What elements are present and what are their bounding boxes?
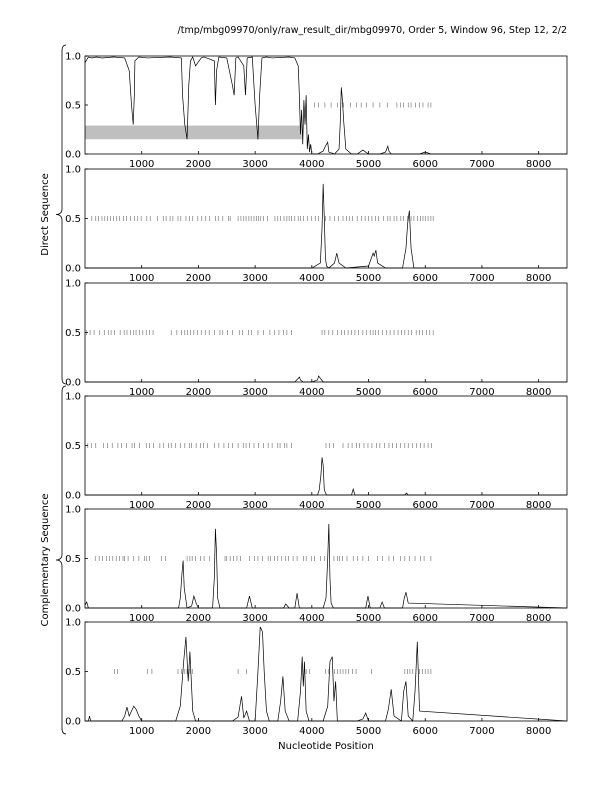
panel-6-xtick-label-6: 7000 xyxy=(469,726,495,737)
panel-3-xtick-label-7: 8000 xyxy=(525,387,552,398)
panel-3-xtick-label-6: 7000 xyxy=(469,387,495,398)
panel-4-xtick-label-3: 4000 xyxy=(299,500,325,511)
panel-5-xtick-label-4: 5000 xyxy=(355,613,382,624)
panel-4-xtick-label-0: 1000 xyxy=(128,500,155,511)
panel-6-xtick-label-7: 8000 xyxy=(525,726,552,737)
panel-3-series-line xyxy=(85,376,567,382)
panel-4-ytick-label-2: 1.0 xyxy=(65,391,81,403)
panel-4-ytick-label-1: 0.5 xyxy=(65,441,81,452)
panel-3-xtick-label-2: 3000 xyxy=(242,387,268,398)
panel-2-xtick-label-3: 4000 xyxy=(299,273,325,284)
panel-1-xtick-label-0: 1000 xyxy=(128,159,155,170)
panel-2-ytick-label-0: 0.0 xyxy=(65,263,81,275)
panel-2-xtick-label-6: 7000 xyxy=(469,273,495,284)
complementary-sequence-label: Complementary Sequence xyxy=(40,493,51,627)
panel-6-frame xyxy=(85,622,567,721)
panel-3-ytick-label-0: 0.0 xyxy=(65,377,81,389)
panel-1-xtick-label-1: 2000 xyxy=(185,159,212,170)
panel-5-xtick-label-6: 7000 xyxy=(469,613,495,624)
panel-2-xtick-label-5: 6000 xyxy=(412,273,438,284)
panel-3-xtick-label-4: 5000 xyxy=(355,387,382,398)
panel-4-xtick-label-7: 8000 xyxy=(525,500,552,511)
panel-6-xtick-label-3: 4000 xyxy=(299,726,325,737)
panel-3-xtick-label-1: 2000 xyxy=(185,387,212,398)
panel-1-ytick-label-2: 1.0 xyxy=(65,51,81,63)
panel-2-xtick-label-1: 2000 xyxy=(185,273,212,284)
panel-5-ytick-label-1: 0.5 xyxy=(65,554,81,565)
panel-5-xtick-label-7: 8000 xyxy=(525,613,552,624)
panel-1-xtick-label-3: 4000 xyxy=(299,159,325,170)
x-axis-title: Nucleotide Position xyxy=(278,741,374,752)
panel-6-ytick-label-0: 0.0 xyxy=(65,716,81,728)
panel-3-ytick-label-2: 1.0 xyxy=(65,278,81,290)
panel-2-xtick-label-7: 8000 xyxy=(525,273,552,284)
panel-6-xtick-label-4: 5000 xyxy=(355,726,382,737)
direct-sequence-label: Direct Sequence xyxy=(40,173,51,256)
panel-4-xtick-label-2: 3000 xyxy=(242,500,268,511)
panel-1-xtick-label-2: 3000 xyxy=(242,159,268,170)
panel-6-xtick-label-2: 3000 xyxy=(242,726,268,737)
panel-1-series-line xyxy=(85,57,567,154)
chart-header-title: /tmp/mbg09970/only/raw_result_dir/mbg09970, Order 5, Window 96, Step 12, 2/2 xyxy=(177,25,567,36)
panel-1-xtick-label-5: 6000 xyxy=(412,159,438,170)
panel-4-xtick-label-4: 5000 xyxy=(355,500,382,511)
panel-3-xtick-label-3: 4000 xyxy=(299,387,325,398)
panel-5-xtick-label-1: 2000 xyxy=(185,613,212,624)
panel-4-xtick-label-1: 2000 xyxy=(185,500,212,511)
panel-4-xtick-label-6: 7000 xyxy=(469,500,495,511)
panel-4-ytick-label-0: 0.0 xyxy=(65,490,81,502)
panel-1-shaded-band xyxy=(85,126,302,140)
panel-5-xtick-label-2: 3000 xyxy=(242,613,268,624)
panel-6-ytick-label-1: 0.5 xyxy=(65,667,81,678)
panel-5-xtick-label-0: 1000 xyxy=(128,613,155,624)
panel-2-series-line xyxy=(85,184,567,268)
panel-5-xtick-label-3: 4000 xyxy=(299,613,325,624)
panel-1-ytick-label-0: 0.0 xyxy=(65,149,81,161)
panel-5-ytick-label-0: 0.0 xyxy=(65,603,81,615)
panel-2-xtick-label-4: 5000 xyxy=(355,273,382,284)
panel-4-xtick-label-5: 6000 xyxy=(412,500,438,511)
panel-6-ytick-label-2: 1.0 xyxy=(65,617,81,629)
panel-2-xtick-label-0: 1000 xyxy=(128,273,155,284)
panel-5-xtick-label-5: 6000 xyxy=(412,613,438,624)
panel-6-series-line xyxy=(85,627,567,721)
panel-1-xtick-label-4: 5000 xyxy=(355,159,382,170)
panel-2-ytick-label-1: 0.5 xyxy=(65,214,81,225)
panel-6-xtick-label-1: 2000 xyxy=(185,726,212,737)
panel-2-xtick-label-2: 3000 xyxy=(242,273,268,284)
panel-5-ytick-label-2: 1.0 xyxy=(65,504,81,516)
panel-3-frame xyxy=(85,283,567,382)
panel-1-xtick-label-6: 7000 xyxy=(469,159,495,170)
panel-3-xtick-label-0: 1000 xyxy=(128,387,155,398)
panel-6-xtick-label-5: 6000 xyxy=(412,726,438,737)
panel-1-ytick-label-1: 0.5 xyxy=(65,100,81,112)
panel-6-xtick-label-0: 1000 xyxy=(128,726,155,737)
panel-3-xtick-label-5: 6000 xyxy=(412,387,438,398)
panel-3-ytick-label-1: 0.5 xyxy=(65,328,81,339)
panel-1-xtick-label-7: 8000 xyxy=(525,159,552,170)
panel-4-series-line xyxy=(85,457,567,495)
panel-5-series-line xyxy=(85,524,567,608)
panel-2-ytick-label-2: 1.0 xyxy=(65,164,81,176)
